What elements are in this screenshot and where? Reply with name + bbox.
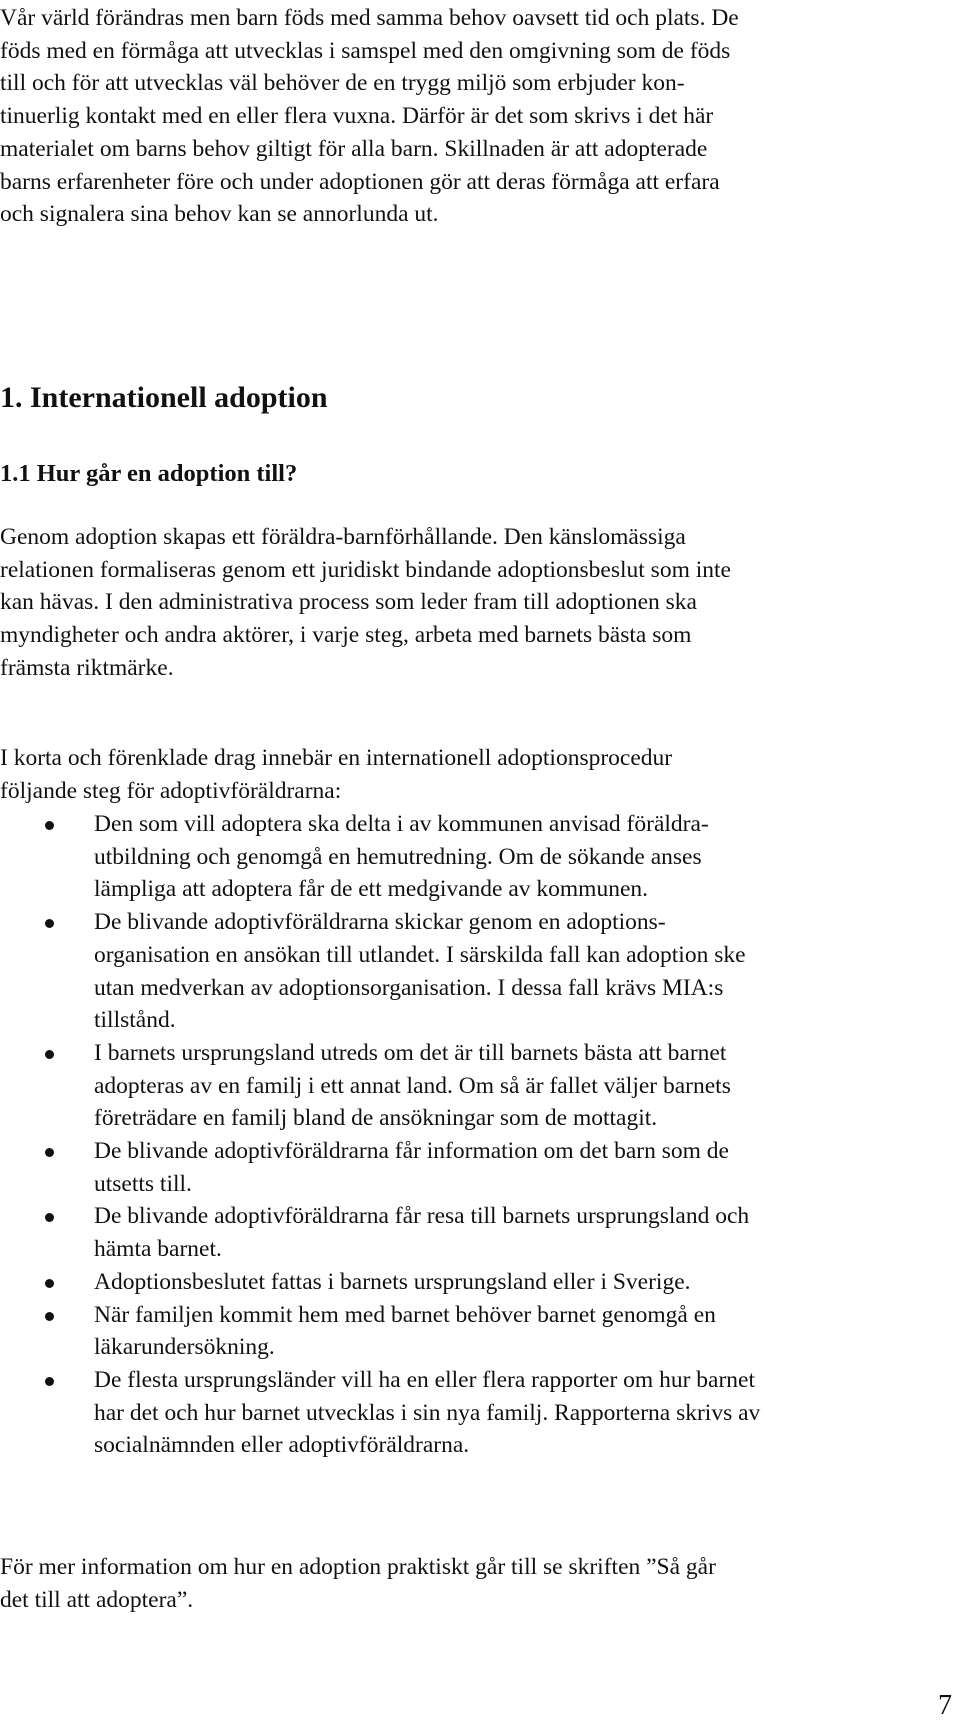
text-line: För mer information om hur en adoption praktiskt går till se skriften ”Så går [0,1554,716,1580]
paragraph-procedure-intro [0,742,672,807]
list-item [0,1200,760,1265]
text-line: hämta barnet. [94,1236,222,1263]
text-line: De flesta ursprungsländer vill ha en eller flera rapporter om hur barnet [94,1366,755,1393]
text-line: De blivande adoptivföräldrarna skickar genom en adoptions- [94,909,666,936]
bullet-icon [45,1312,54,1321]
text-line: och signalera sina behov kan se annorlunda ut. [0,201,439,228]
text-line: I korta och förenklade drag innebär en internationell adoptionsprocedur [0,745,673,771]
intro-paragraph [0,2,739,231]
text-line: har det och hur barnet utvecklas i sin nya familj. Rapporterna skrivs av [94,1399,761,1426]
bullet-icon [45,1148,54,1157]
text-line: Genom adoption skapas ett föräldra-barnförhållande. Den känslomässiga [0,524,686,550]
text-line: utbildning och genomgå en hemutredning. Om de sökande anses [94,843,702,870]
list-item [0,1135,760,1200]
text-line: företrädare en familj bland de ansökningar som de mottagit. [94,1105,658,1132]
text-line: det till att adoptera”. [0,1586,194,1613]
text-line: relationen formaliseras genom ett juridiskt bindande adoptionsbeslut som inte [0,556,731,583]
bullet-icon [45,1213,54,1222]
list-item [0,1037,760,1135]
text-line: Adoptionsbeslutet fattas i barnets ursprungsland eller i Sverige. [94,1268,691,1295]
list-item [0,1364,760,1462]
list-item [0,808,760,906]
text-line: socialnämnden eller adoptivföräldrarna. [94,1432,470,1459]
list-item [0,1299,760,1364]
text-line: När familjen kommit hem med barnet behöver barnet genomgå en [94,1301,716,1328]
section-heading: 1. Internationell adoption [0,381,328,414]
paragraph-more-info [0,1551,716,1616]
text-line: De blivande adoptivföräldrarna får information om det barn som de [94,1138,729,1165]
text-line: Den som vill adoptera ska delta i av kommunen anvisad föräldra- [94,811,709,837]
page-number: 7 [938,1690,952,1721]
text-line: Vår värld förändras men barn föds med samma behov oavsett tid och plats. De [0,5,739,31]
bullet-icon [45,919,54,928]
bullet-icon [45,821,54,830]
text-line: följande steg för adoptivföräldrarna: [0,777,342,804]
text-line: främsta riktmärke. [0,654,174,681]
text-line: till och för att utvecklas väl behöver de en trygg miljö som erbjuder kon- [0,70,685,97]
text-line: De blivande adoptivföräldrarna får resa till barnets ursprungsland och [94,1203,750,1230]
bullet-icon [45,1279,54,1288]
list-item [0,1266,760,1299]
text-line: tillstånd. [94,1007,176,1034]
text-line: föds med en förmåga att utvecklas i samspel med den omgivning som de föds [0,37,731,64]
text-line: lämpliga att adoptera får de ett medgivande av kommunen. [94,876,649,903]
bullet-icon [45,1050,54,1059]
subsection-heading: 1.1 Hur går en adoption till? [0,460,298,487]
paragraph-adoption-relation [0,521,731,685]
text-line: utsetts till. [94,1170,192,1197]
bullet-icon [45,1377,54,1386]
text-line: I barnets ursprungsland utreds om det är till barnets bästa att barnet [94,1039,727,1066]
text-line: läkarundersökning. [94,1334,275,1361]
text-line: myndigheter och andra aktörer, i varje steg, arbeta med barnets bästa som [0,622,692,649]
procedure-steps-list [0,808,760,1462]
text-line: tinuerlig kontakt med en eller flera vuxna. Därför är det som skrivs i det här [0,103,714,130]
text-line: materialet om barns behov giltigt för alla barn. Skillnaden är att adopterade [0,135,708,162]
text-line: organisation en ansökan till utlandet. I särskilda fall kan adoption ske [94,941,746,968]
text-line: utan medverkan av adoptionsorganisation. I dessa fall krävs MIA:s [94,974,724,1001]
text-line: adopteras av en familj i ett annat land. Om så är fallet väljer barnets [94,1072,731,1099]
list-item [0,906,760,1037]
text-line: kan hävas. I den administrativa process som leder fram till adoptionen ska [0,589,697,616]
text-line: barns erfarenheter före och under adoptionen gör att deras förmåga att erfara [0,168,720,195]
